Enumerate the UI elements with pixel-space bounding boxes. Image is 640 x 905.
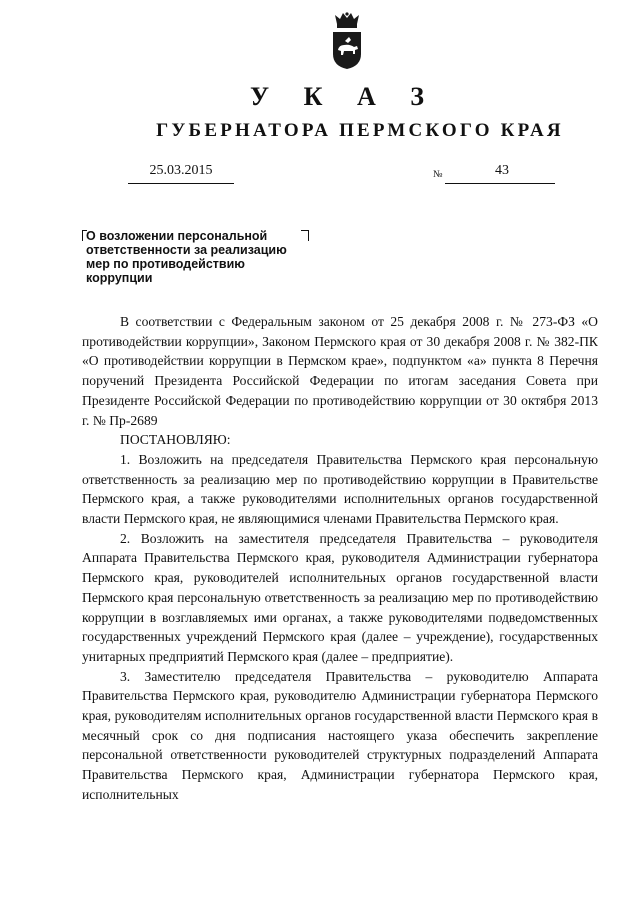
subject-line: О возложении персональной: [86, 229, 268, 243]
subject-line: коррупции: [86, 271, 153, 285]
decree-body: [82, 312, 598, 805]
item-3-paragraph: 3. Заместителю председателя Правительства – руководителю Аппарата Правительства Пермского края, руководителю Администрации губернатора Пермского края, руководителям исполнительных органов государственной власти Пермского края в месячный срок со дня подписания настоящего указа обеспечить закрепление персональной ответственности руководителей структурных подразделений Аппарата Правительства Пермского края, Администрации губернатора Пермского края, исполнительных: [82, 668, 598, 802]
decree-subject: [86, 229, 316, 285]
number-underline-dotted: [445, 163, 490, 184]
document-issuer: ГУБЕРНАТОРА ПЕРМСКОГО КРАЯ: [156, 120, 564, 141]
preamble-paragraph: В соответствии с Федеральным законом от 25 декабря 2008 г. № 273-ФЗ «О противодействии коррупции», Законом Пермского края от 30 декабря 2008 г. № 382-ПК «О противодействии коррупции в Пермском крае», подпунктом «а» пункта 8 Перечня поручений Президента Российской Федерации по итогам заседания Совета при Президенте Российской Федерации по противодействию коррупции от 30 октября 2013 г. № Пр-2689: [82, 314, 598, 428]
item-2-paragraph: 2. Возложить на заместителя председателя Правительства – руководителя Аппарата Правительства Пермского края, руководителя Администрации губернатора Пермского края, руководителей исполнительных органов государственной власти Пермского края персональную ответственность за реализацию мер по противодействию коррупции в возглавляемых ими органах, а также руководителями подведомственных государственных учреждений Пермского края (далее – учреждение), государственных унитарных предприятий Пермского края (далее – предприятие).: [82, 530, 598, 664]
subject-line: мер по противодействию: [86, 257, 245, 271]
item-1-paragraph: 1. Возложить на председателя Правительства Пермского края персональную ответственность за реализацию мер по противодействию коррупции в Правительстве Пермского края, а также руководителями исполнительных органов государственной власти Пермского края, не являющимися членами Правительства Пермского края.: [82, 451, 598, 527]
subject-line: ответственности за реализацию: [86, 243, 287, 257]
coat-of-arms-icon: [330, 12, 364, 70]
decree-date: 25.03.2015: [128, 163, 234, 184]
document-title: У К А З: [250, 82, 438, 111]
number-sign: №: [433, 169, 443, 180]
decree-number: 43: [495, 163, 509, 178]
decree-word: ПОСТАНОВЛЯЮ:: [120, 432, 231, 448]
